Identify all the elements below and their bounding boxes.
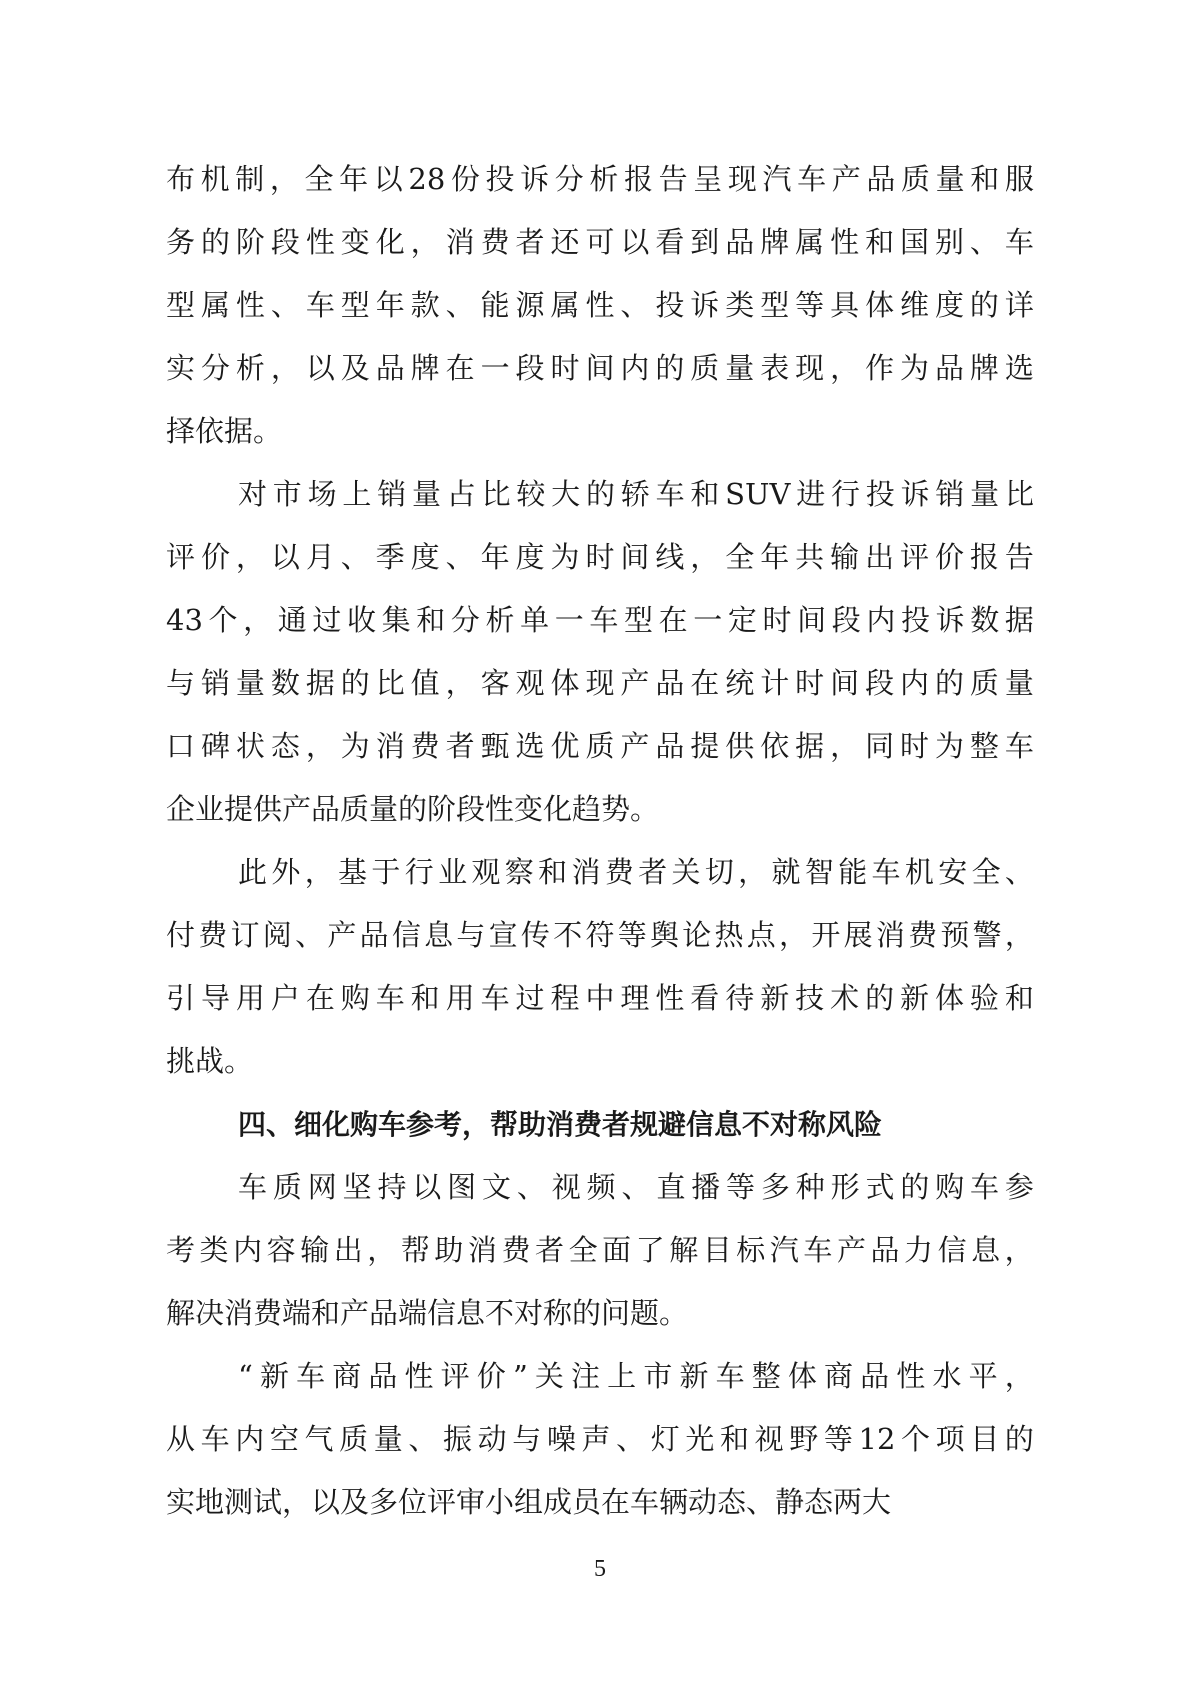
text-line: 付 费 订 阅 、 产 品 信 息 与 宣 传 不 符 等 舆 论 热 点 ， 开 展 消 费 预 警 ，: [166, 918, 1034, 952]
paragraph: [166, 148, 1034, 463]
paragraph: [166, 1345, 1034, 1534]
text-line: 口 碑 状 态 ， 为 消 费 者 甄 选 优 质 产 品 提 供 依 据 ， 同 时 为 整 车: [166, 729, 1034, 763]
text-line: 布 机 制 ， 全 年 以 28 份 投 诉 分 析 报 告 呈 现 汽 车 产 品 质 量 和 服: [166, 162, 1034, 196]
paragraph: [166, 463, 1034, 841]
text-line: 择依据。: [166, 414, 283, 448]
text-line: “ 新 车 商 品 性 评 价 ” 关 注 上 市 新 车 整 体 商 品 性 水 平 ，: [238, 1359, 1034, 1393]
document-body: [166, 148, 1034, 1534]
text-line: 从 车 内 空 气 质 量 、 振 动 与 噪 声 、 灯 光 和 视 野 等 12 个 项 目 的: [166, 1422, 1034, 1456]
heading-line: 四、细化购车参考，帮助消费者规避信息不对称风险: [238, 1108, 883, 1141]
text-line: 考 类 内 容 输 出 ， 帮 助 消 费 者 全 面 了 解 目 标 汽 车 产 品 力 信 息 ，: [166, 1233, 1034, 1267]
text-line: 此 外 ， 基 于 行 业 观 察 和 消 费 者 关 切 ， 就 智 能 车 机 安 全 、: [238, 855, 1034, 889]
page-number: 5: [594, 1556, 606, 1582]
text-line: 实地测试，以及多位评审小组成员在车辆动态、静态两大: [166, 1485, 892, 1519]
text-line: 车 质 网 坚 持 以 图 文 、 视 频 、 直 播 等 多 种 形 式 的 购 车 参: [238, 1170, 1034, 1204]
text-line: 43 个 ， 通 过 收 集 和 分 析 单 一 车 型 在 一 定 时 间 段 内 投 诉 数 据: [166, 603, 1034, 637]
paragraph: [166, 1156, 1034, 1345]
text-line: 引 导 用 户 在 购 车 和 用 车 过 程 中 理 性 看 待 新 技 术 的 新 体 验 和: [166, 981, 1034, 1015]
text-line: 解决消费端和产品端信息不对称的问题。: [166, 1296, 689, 1330]
text-line: 务 的 阶 段 性 变 化 ， 消 费 者 还 可 以 看 到 品 牌 属 性 和 国 别 、 车: [166, 225, 1034, 259]
text-line: 实 分 析 ， 以 及 品 牌 在 一 段 时 间 内 的 质 量 表 现 ， 作 为 品 牌 选: [166, 351, 1034, 385]
paragraph: [166, 841, 1034, 1093]
section-heading: [166, 1093, 1034, 1156]
text-line: 型 属 性 、 车 型 年 款 、 能 源 属 性 、 投 诉 类 型 等 具 体 维 度 的 详: [166, 288, 1034, 322]
text-line: 评 价 ， 以 月 、 季 度 、 年 度 为 时 间 线 ， 全 年 共 输 出 评 价 报 告: [166, 540, 1034, 574]
text-line: 企业提供产品质量的阶段性变化趋势。: [166, 792, 660, 826]
text-line: 挑战。: [166, 1044, 254, 1078]
text-line: 与 销 量 数 据 的 比 值 ， 客 观 体 现 产 品 在 统 计 时 间 段 内 的 质 量: [166, 666, 1034, 700]
text-line: 对 市 场 上 销 量 占 比 较 大 的 轿 车 和 SUV 进 行 投 诉 销 量 比: [238, 477, 1034, 511]
